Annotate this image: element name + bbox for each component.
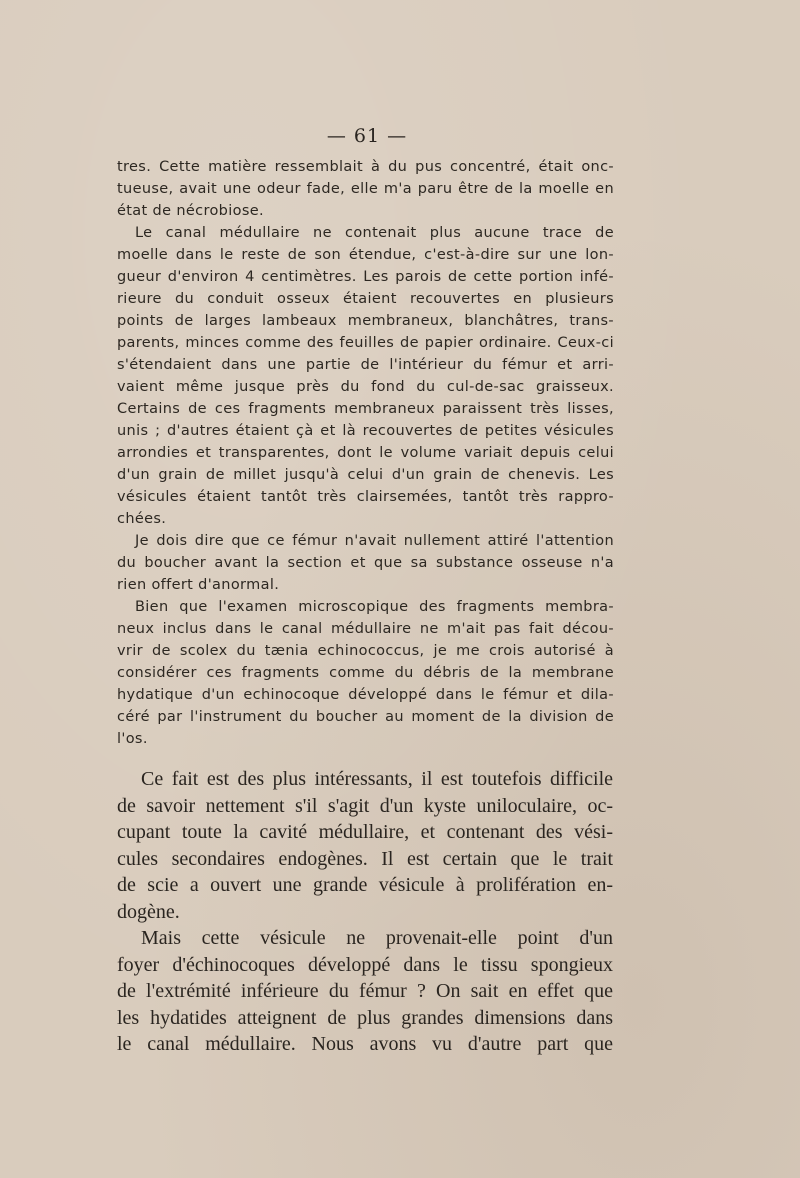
- text-line: l'os.: [117, 731, 148, 747]
- text-line: céré par l'instrument du boucher au moment de la division de: [117, 709, 614, 725]
- text-line: arrondies et transparentes, dont le volume variait depuis celui: [117, 445, 614, 461]
- small-print-section: [117, 156, 614, 750]
- text-line: considérer ces fragments comme du débris de la membrane: [117, 665, 614, 681]
- text-line: les hydatides atteignent de plus grandes dimensions dans: [117, 1006, 613, 1029]
- text-line: le canal médullaire. Nous avons vu d'autre part que: [117, 1033, 613, 1055]
- text-line: Bien que l'examen microscopique des fragments membra-: [135, 599, 614, 615]
- text-line: neux inclus dans le canal médullaire ne m'ait pas fait décou-: [117, 621, 614, 637]
- text-line: dogène.: [117, 900, 180, 923]
- paragraph-continuation: [117, 156, 614, 222]
- text-line: tres. Cette matière ressemblait à du pus concentré, était onc-: [117, 159, 614, 175]
- text-line: moelle dans le reste de son étendue, c'est-à-dire sur une lon-: [117, 247, 614, 263]
- paragraph-canal-medullaire: [117, 222, 614, 530]
- text-line: du boucher avant la section et que sa substance osseuse n'a: [117, 555, 614, 571]
- text-line: de savoir nettement s'il s'agit d'un kyste uniloculaire, oc-: [117, 794, 613, 817]
- text-line: rien offert d'anormal.: [117, 577, 280, 593]
- text-line: état de nécrobiose.: [117, 203, 264, 219]
- text-line: Le canal médullaire ne contenait plus aucune trace de: [135, 225, 614, 241]
- text-line: unis ; d'autres étaient çà et là recouvertes de petites vésicules: [117, 423, 614, 439]
- text-line: d'un grain de millet jusqu'à celui d'un grain de chenevis. Les: [117, 467, 614, 483]
- paragraph-fait-interessant: [117, 766, 613, 925]
- paragraph-vesicule: [117, 925, 613, 1058]
- text-line: hydatique d'un echinocoque développé dans le fémur et dila-: [117, 687, 614, 703]
- text-line: tueuse, avait une odeur fade, elle m'a paru être de la moelle en: [117, 181, 614, 197]
- text-line: Ce fait est des plus intéressants, il est toutefois difficile: [141, 768, 613, 790]
- text-line: rieure du conduit osseux étaient recouvertes en plusieurs: [117, 291, 614, 307]
- text-line: foyer d'échinocoques développé dans le tissu spongieux: [117, 953, 613, 976]
- text-line: vrir de scolex du tænia echinococcus, je me crois autorisé à: [117, 643, 614, 659]
- text-line: de l'extrémité inférieure du fémur ? On sait en effet que: [117, 980, 613, 1002]
- text-line: cules secondaires endogènes. Il est certain que le trait: [117, 847, 613, 870]
- text-line: s'étendaient dans une partie de l'intérieur du fémur et arri-: [117, 357, 614, 373]
- paragraph-examen: [117, 596, 614, 750]
- text-line: cupant toute la cavité médullaire, et contenant des vési-: [117, 821, 613, 843]
- paragraph-boucher: [117, 530, 614, 596]
- text-line: Mais cette vésicule ne provenait-elle point d'un: [141, 927, 613, 949]
- text-line: vaient même jusque près du fond du cul-de-sac graisseux.: [117, 379, 614, 395]
- text-line: Certains de ces fragments membraneux paraissent très lisses,: [117, 401, 614, 417]
- text-line: points de larges lambeaux membraneux, blanchâtres, trans-: [117, 313, 614, 329]
- text-line: chées.: [117, 511, 167, 527]
- text-line: de scie a ouvert une grande vésicule à prolifération en-: [117, 874, 613, 896]
- text-line: parents, minces comme des feuilles de papier ordinaire. Ceux-ci: [117, 335, 614, 351]
- text-line: vésicules étaient tantôt très clairsemées, tantôt très rappro-: [117, 489, 614, 505]
- large-print-section: [117, 766, 613, 1058]
- text-line: Je dois dire que ce fémur n'avait nullement attiré l'attention: [135, 533, 614, 549]
- page-number: — 61 —: [326, 125, 408, 147]
- text-line: gueur d'environ 4 centimètres. Les parois de cette portion infé-: [117, 269, 614, 285]
